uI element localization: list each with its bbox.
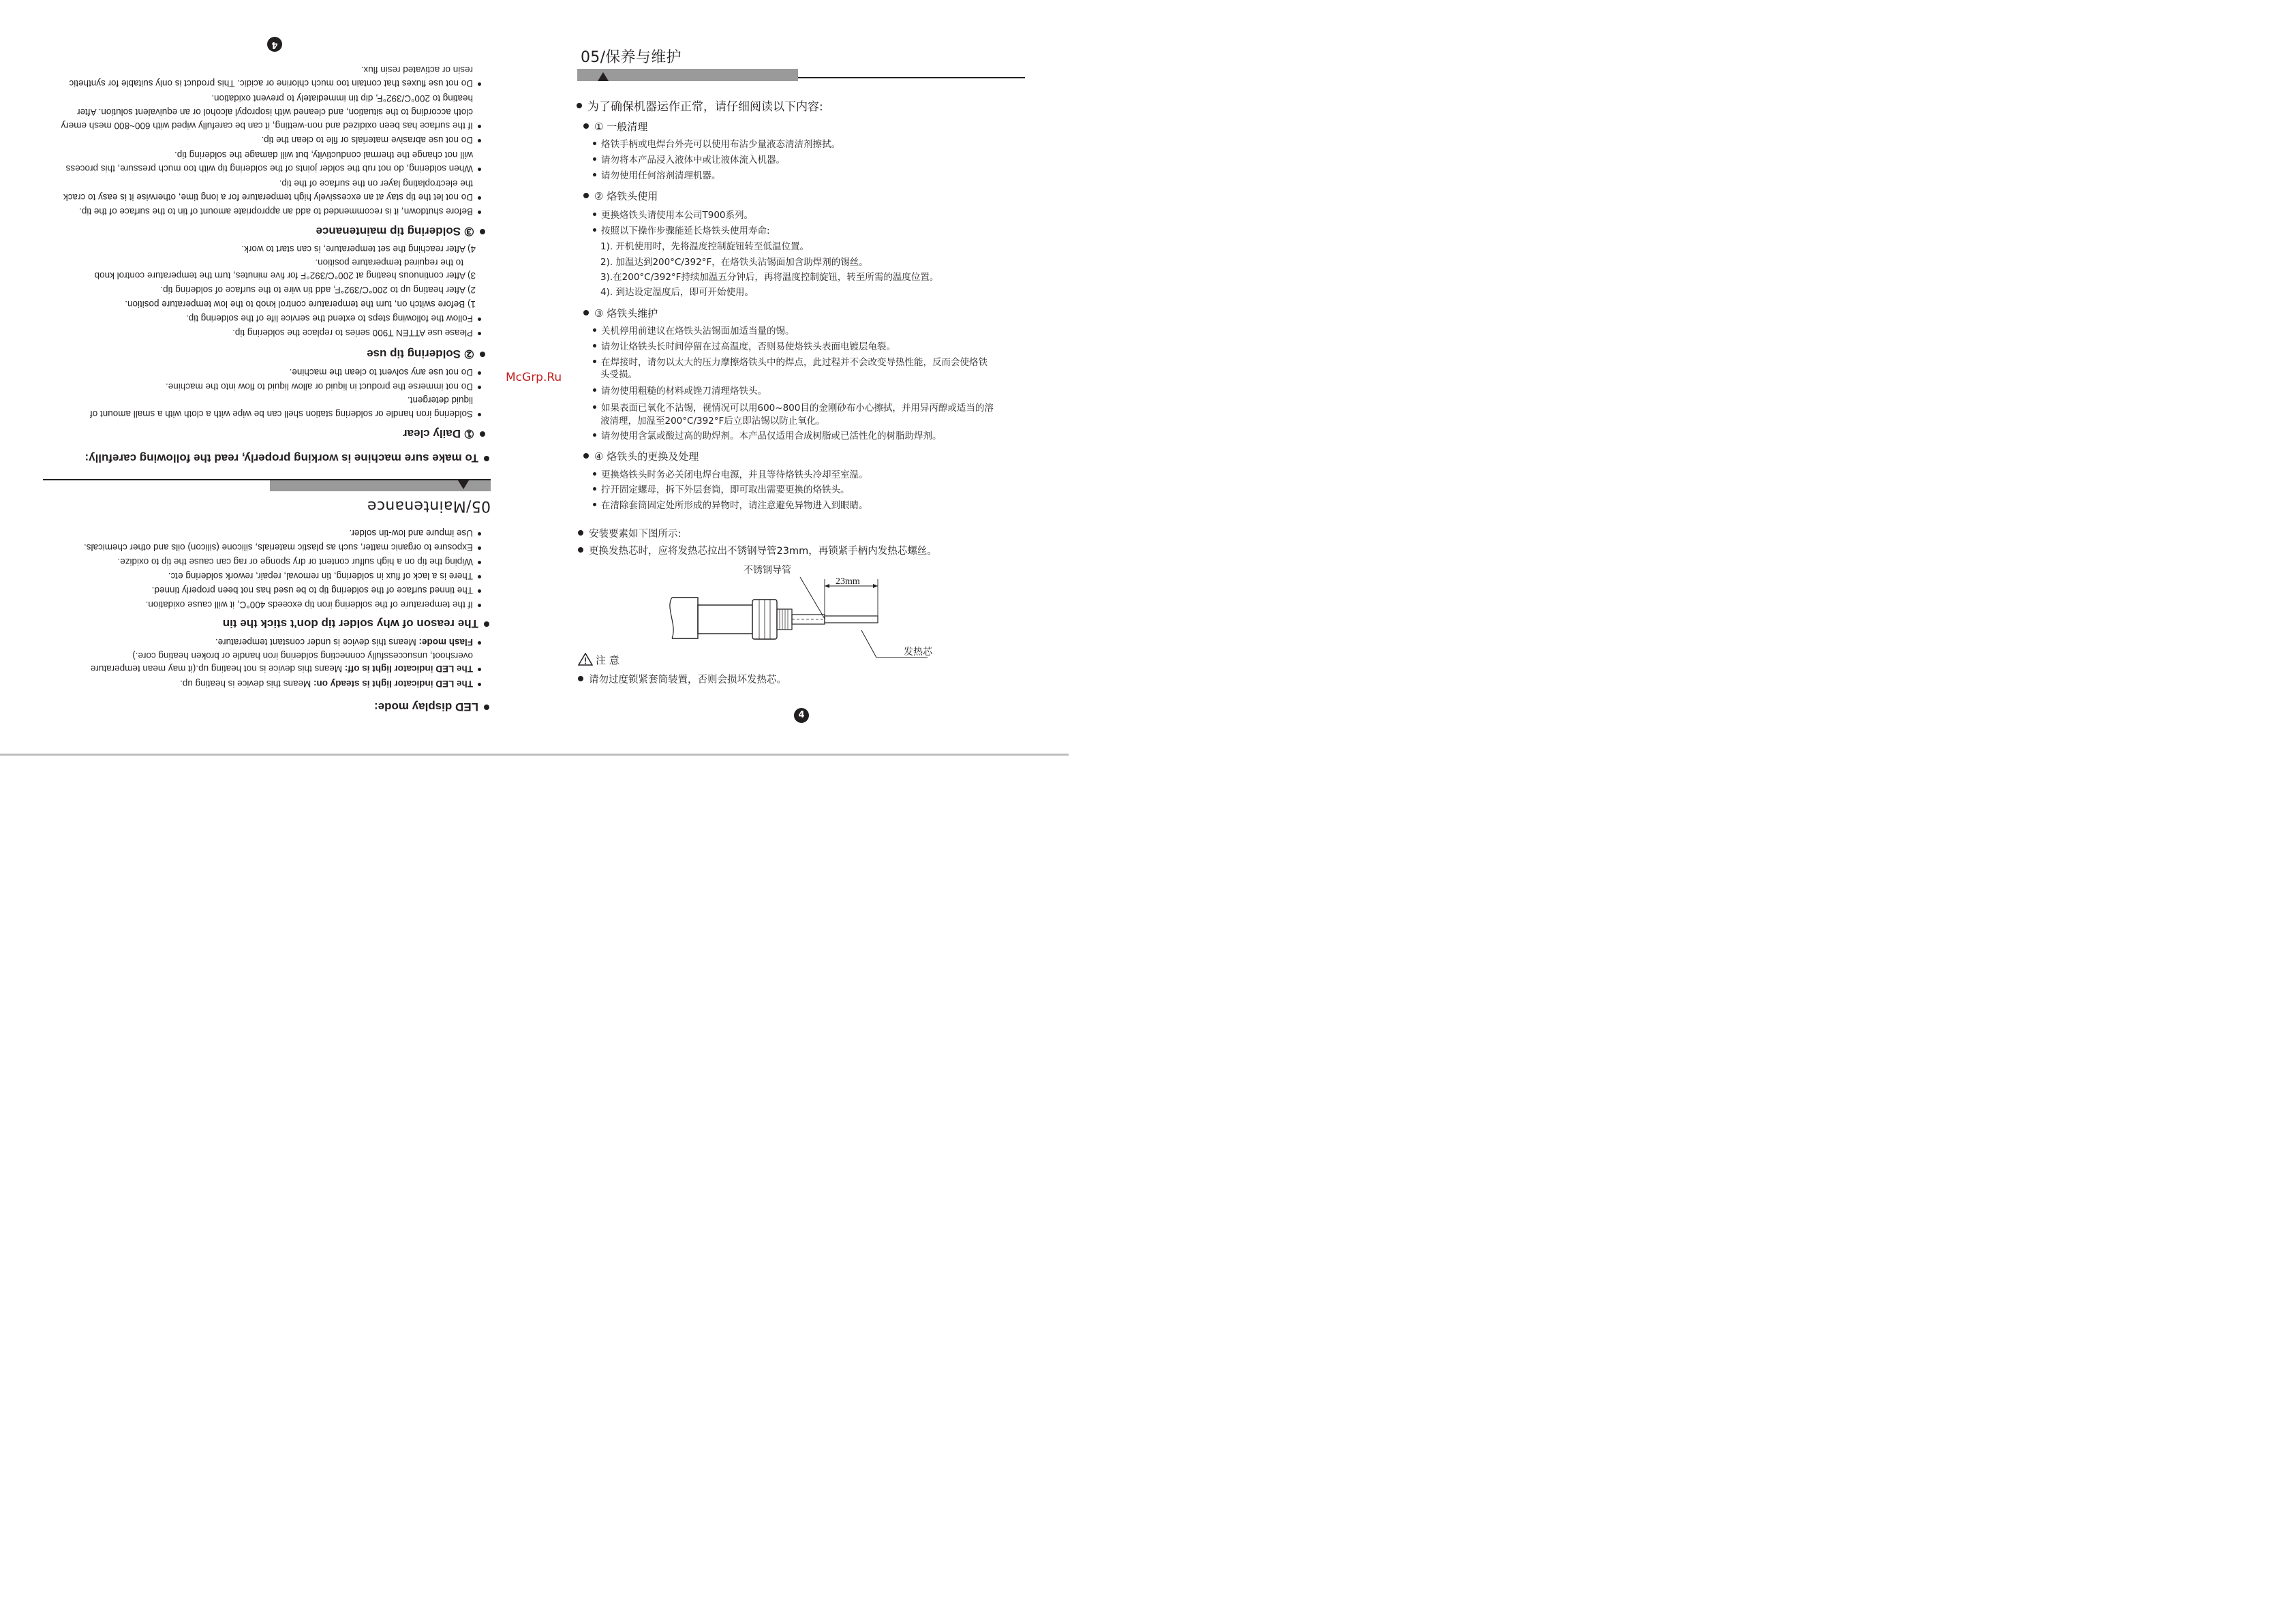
bullet-icon bbox=[577, 103, 582, 108]
bullet-icon bbox=[480, 229, 485, 234]
daily-clean-item-text: 烙铁手柄或电焊台外壳可以使用布沾少量液态清洁剂擦拭。 bbox=[601, 139, 840, 150]
page-number-badge bbox=[267, 37, 282, 52]
bullet-icon bbox=[478, 589, 481, 593]
daily-clear-heading-text: ① Daily clear bbox=[402, 427, 474, 440]
tip-maintenance-item-text: 请勿使用粗糙的材料或锉刀清理烙铁头。 bbox=[601, 386, 767, 397]
bullet-icon bbox=[593, 344, 596, 347]
reason-item bbox=[168, 569, 481, 583]
led-item-3-text: Means this device is under constant temperature. bbox=[215, 637, 419, 647]
bullet-icon bbox=[484, 705, 489, 710]
bullet-icon bbox=[484, 456, 489, 461]
left-page bbox=[0, 0, 534, 756]
intro-text: To make sure machine is working properly, read the following carefully: bbox=[85, 452, 478, 465]
tip-maintenance-item-cont: 头受损。 bbox=[600, 369, 637, 380]
tip-maintenance-heading-text: ③ Soldering tip maintenance bbox=[316, 225, 474, 238]
led-item-3-bold: Flash mode: bbox=[418, 637, 473, 647]
led-item-1-text: Means this device is heating up. bbox=[180, 679, 313, 689]
tip-maintenance-item-text: 在焊接时，请勿以太大的压力摩擦烙铁头中的焊点，此过程并不会改变导热性能，反而会使烙铁 bbox=[601, 357, 988, 368]
daily-clean-item-text: 请勿将本产品浸入液体中或让液体流入机器。 bbox=[601, 155, 785, 166]
led-item-2-cont: overshoot, unsuccessfully connecting soldering iron handle or broken heating core.) bbox=[132, 651, 473, 661]
led-item-3 bbox=[215, 635, 481, 649]
bullet-icon bbox=[583, 310, 589, 315]
daily-clear-item bbox=[90, 407, 481, 420]
bullet-icon bbox=[593, 388, 596, 392]
warning-icon bbox=[578, 653, 593, 666]
tip-maintenance-item bbox=[593, 324, 795, 339]
bullet-icon bbox=[593, 228, 596, 232]
led-item-2-bold: The LED indicator light is off: bbox=[344, 664, 473, 674]
tip-use-step: 4). 到达设定温度后，即可开始使用。 bbox=[600, 287, 754, 298]
bullet-icon bbox=[593, 472, 596, 476]
bullet-icon bbox=[478, 82, 481, 86]
tip-use-item bbox=[232, 326, 481, 339]
title-bar-gray bbox=[577, 69, 798, 81]
tip-maintenance-item bbox=[593, 429, 942, 444]
tip-replace-item bbox=[593, 498, 868, 513]
intro-line bbox=[85, 451, 489, 465]
bullet-icon bbox=[478, 683, 481, 686]
tip-maintenance-item-text: 请勿让烙铁头长时间停留在过高温度，否则易使烙铁头表面电镀层龟裂。 bbox=[601, 341, 896, 352]
bullet-icon bbox=[593, 142, 596, 145]
led-item-2 bbox=[91, 662, 481, 675]
daily-clean-item bbox=[593, 137, 840, 152]
tip-maintenance-item bbox=[61, 119, 481, 132]
bullet-icon bbox=[478, 125, 481, 128]
section-title: 05/Maintenance bbox=[367, 497, 491, 514]
reason-item bbox=[84, 540, 481, 554]
led-heading bbox=[374, 700, 489, 713]
reason-item-text: Wiping the tip on a high sulfur content or dry sponge or rag can cause the tip to oxidize. bbox=[117, 557, 473, 567]
tip-use-step: 2) After heating up to 200°C/392°F, add tin wire to the surface of soldering tip. bbox=[160, 285, 476, 295]
daily-clean-heading-text: ① 一般清理 bbox=[594, 121, 648, 133]
tip-use-step: 1). 开机使用时，先将温度控制旋钮转至低温位置。 bbox=[600, 241, 809, 252]
dimension-arrow-right-icon bbox=[873, 584, 878, 588]
left-page-content bbox=[0, 0, 534, 756]
tip-maintenance-item-text: Do not let the tip stay at an excessively high temperature for a long time, otherwise it is easy to crack bbox=[63, 192, 473, 202]
tip-use-step-cont: to the required temperature position. bbox=[315, 258, 463, 268]
bullet-icon bbox=[478, 332, 481, 335]
daily-clear-item-text: Soldering iron handle or soldering station shell can be wipe with a cloth with a small amount of bbox=[89, 409, 473, 419]
bullet-icon bbox=[478, 561, 481, 564]
bullet-icon bbox=[478, 371, 481, 375]
tip-use-item-text: Please use ATTEN T900 series to replace the soldering tip. bbox=[232, 328, 473, 338]
label-dimension: 23mm bbox=[836, 576, 860, 587]
bullet-icon bbox=[593, 173, 596, 176]
tip-maintenance-item bbox=[66, 161, 481, 175]
tip-use-item bbox=[593, 223, 770, 238]
core-leader-line bbox=[861, 630, 876, 658]
bullet-icon bbox=[478, 668, 481, 671]
tip-use-step: 1) Before switch on, turn the temperature control knob to the low temperature position. bbox=[125, 299, 476, 309]
daily-clean-heading bbox=[583, 119, 647, 134]
thread-section bbox=[777, 609, 792, 630]
bullet-icon bbox=[583, 123, 589, 129]
handle-break-icon bbox=[670, 598, 673, 638]
bullet-icon bbox=[593, 360, 596, 363]
tip-maintenance-heading-text: ③ 烙铁头维护 bbox=[594, 307, 658, 320]
page-number: 4 bbox=[798, 710, 805, 720]
tip-use-step: 4) After reaching the set temperature, is can start to work. bbox=[241, 244, 476, 254]
reason-heading bbox=[223, 617, 489, 630]
daily-clean-item-text: 请勿使用任何溶剂清理机器。 bbox=[601, 170, 721, 181]
install-line-1 bbox=[578, 526, 681, 540]
tip-maintenance-heading bbox=[316, 224, 486, 238]
tip-maintenance-item-text: 如果表面已氧化不沾锡，视情况可以用600~800目的金刚砂布小心擦拭，并用异丙醇或适当的溶 bbox=[601, 403, 994, 414]
bullet-icon bbox=[593, 213, 596, 216]
daily-clear-item-text: Do not immerse the product in liquid or allow liquid to flow into the machine. bbox=[166, 382, 473, 392]
bullet-icon bbox=[578, 530, 583, 536]
tip-use-heading-text: ② Soldering tip use bbox=[367, 347, 474, 360]
label-heating-core: 发热芯 bbox=[904, 647, 932, 658]
daily-clean-item bbox=[593, 168, 721, 183]
install-line-2 bbox=[578, 543, 937, 557]
reason-heading-text: The reason of why solder tip don't stick the tin bbox=[222, 617, 478, 630]
daily-clear-item bbox=[290, 365, 481, 379]
bullet-icon bbox=[593, 157, 596, 161]
bullet-icon bbox=[593, 328, 596, 332]
caution-text-line bbox=[578, 672, 786, 686]
tip-use-heading bbox=[367, 347, 485, 360]
reason-item bbox=[117, 555, 481, 568]
caution-text: 请勿过度锁紧套筒装置，否则会损坏发热芯。 bbox=[589, 675, 786, 685]
led-heading-text: LED display mode: bbox=[373, 700, 478, 713]
tip-maintenance-item-cont: heating to 200°C/392°F, dip tin immediately to prevent oxidation. bbox=[211, 93, 473, 104]
caution-heading bbox=[578, 653, 619, 667]
tip-maintenance-item-cont: resin or activated resin flux. bbox=[361, 65, 473, 75]
bullet-icon bbox=[593, 405, 596, 409]
bullet-icon bbox=[593, 433, 596, 437]
tip-maintenance-item bbox=[69, 76, 481, 90]
install-line-1-text: 安装要素如下图所示: bbox=[589, 529, 682, 540]
bullet-icon bbox=[478, 604, 481, 607]
tip-maintenance-item bbox=[79, 204, 481, 218]
tip-use-heading bbox=[583, 189, 658, 203]
bullet-icon bbox=[593, 503, 596, 506]
intro-text: 为了确保机器运作正常，请仔细阅读以下内容: bbox=[587, 100, 823, 114]
bullet-icon bbox=[478, 641, 481, 645]
tip-maintenance-item bbox=[593, 384, 767, 399]
daily-clean-item bbox=[593, 153, 785, 168]
right-page bbox=[534, 0, 1069, 756]
tip-replace-item bbox=[593, 467, 868, 482]
handle-sleeve bbox=[698, 605, 752, 634]
section-title: 05/保养与维护 bbox=[581, 49, 682, 66]
reason-item-text: Exposure to organic matter, such as plastic materials, silicone (silicon) oils and other chemicals. bbox=[84, 542, 473, 553]
tip-maintenance-item-text: Do not use fluxes that contain too much chlorine or acidic. This product is only suitable for synthetic bbox=[69, 78, 473, 89]
tip-maintenance-item-cont: 液清理，加温至200°C/392°F后立即沾锡以防止氧化。 bbox=[600, 416, 825, 427]
heating-core-diagram bbox=[657, 560, 950, 662]
tip-maintenance-item-text: If the surface has been oxidized and non-wetting, it can be carefully wiped with 600~800 mesh emery bbox=[61, 121, 473, 131]
bullet-icon bbox=[478, 413, 481, 416]
heating-core bbox=[825, 616, 878, 623]
bullet-icon bbox=[478, 546, 481, 550]
bullet-icon bbox=[480, 431, 485, 437]
reason-item bbox=[146, 598, 481, 611]
bullet-icon bbox=[478, 196, 481, 200]
bullet-icon bbox=[593, 487, 596, 491]
tip-replace-item bbox=[593, 482, 850, 497]
tip-maintenance-item-cont: will not change the thermal conductivity, but will damage the soldering tip. bbox=[174, 150, 473, 160]
bullet-icon bbox=[578, 547, 583, 553]
reason-item-text: Use impure and low-tin solder. bbox=[349, 528, 473, 538]
title-bar-line bbox=[43, 479, 491, 480]
tip-replace-item-text: 更换烙铁头时务必关闭电焊台电源，并且等待烙铁头冷却至室温。 bbox=[601, 469, 868, 480]
bullet-icon bbox=[583, 193, 589, 198]
tip-maintenance-item bbox=[261, 133, 481, 146]
page-bottom-border bbox=[0, 754, 1069, 756]
bullet-icon bbox=[478, 386, 481, 389]
bullet-icon bbox=[478, 139, 481, 142]
page-number: 4 bbox=[271, 40, 278, 50]
watermark: McGrp.Ru bbox=[506, 371, 562, 384]
tip-maintenance-item-cont: cloth according to the situation, and cleaned with isopropyl alcohol or an equivalent solution. After bbox=[77, 107, 473, 117]
tip-use-heading-text: ② 烙铁头使用 bbox=[594, 190, 658, 202]
bullet-icon bbox=[480, 352, 485, 357]
page-number-badge bbox=[794, 708, 809, 723]
triangle-marker-icon bbox=[598, 72, 609, 81]
intro-line bbox=[577, 97, 823, 114]
tip-replace-heading bbox=[583, 449, 699, 463]
reason-item-text: If the temperature of the soldering iron tip exceeds 400°C, it will cause oxidation. bbox=[145, 600, 473, 610]
handle-body bbox=[672, 598, 698, 638]
tip-replace-item-text: 在清除套筒固定处所形成的异物时，请注意避免异物进入到眼睛。 bbox=[601, 500, 868, 511]
tip-replace-item-text: 拧开固定螺母，拆下外层套筒，即可取出需要更换的烙铁头。 bbox=[601, 484, 850, 495]
bullet-icon bbox=[478, 318, 481, 321]
tip-use-item bbox=[186, 311, 481, 325]
tip-maintenance-item-text: 请勿使用含氯或酸过高的助焊剂。本产品仅适用合成树脂或已活性化的树脂助焊剂。 bbox=[601, 431, 942, 442]
tip-use-step: 3) After continuous heating at 200°C/392°F for five minutes, turn the temperature control knob bbox=[94, 270, 476, 281]
tip-maintenance-item bbox=[593, 355, 988, 370]
tip-maintenance-heading bbox=[583, 306, 658, 320]
daily-clear-heading bbox=[403, 427, 485, 440]
daily-clear-item bbox=[166, 380, 481, 393]
tip-use-step: 3).在200°C/392°F持续加温五分钟后，再将温度控制旋钮，转至所需的温度位置。 bbox=[600, 272, 939, 283]
tip-use-item-text: 更换烙铁头请使用本公司T900系列。 bbox=[601, 210, 754, 221]
tip-maintenance-item-text: Before shutdown, it is recommended to add an appropriate amount of tin to the surface of the tip. bbox=[79, 206, 473, 217]
reason-item bbox=[152, 583, 481, 597]
led-item-1-bold: The LED indicator light is steady on: bbox=[313, 679, 473, 689]
reason-item bbox=[349, 526, 481, 540]
install-line-2-text: 更换发热芯时，应将发热芯拉出不锈钢导管23mm，再锁紧手柄内发热芯螺丝。 bbox=[589, 546, 937, 557]
daily-clear-item-text: Do not use any solvent to clean the machine. bbox=[289, 367, 473, 377]
tip-use-item bbox=[593, 208, 753, 223]
tip-maintenance-item-text: Do not use abrasive materials or file to clean the tip. bbox=[261, 135, 473, 145]
daily-clear-item-cont: liquid detergent. bbox=[407, 395, 473, 405]
tip-maintenance-item-text: When soldering, do not rub the solder joints of the soldering tip with too much pressure, this process bbox=[65, 164, 473, 174]
bullet-icon bbox=[578, 676, 583, 681]
tip-maintenance-item-cont: the electroplating layer on the surface of the tip. bbox=[279, 179, 473, 189]
led-item-2-text: Means this device is not heating up.(it may mean temperature bbox=[90, 664, 345, 674]
tip-use-step: 2). 加温达到200°C/392°F，在烙铁头沾锡面加含助焊剂的锡丝。 bbox=[600, 257, 868, 268]
bullet-icon bbox=[478, 168, 481, 171]
tip-use-item-text: Follow the following steps to extend the service life of the soldering tip. bbox=[186, 313, 473, 324]
tip-maintenance-item bbox=[593, 339, 896, 354]
tube-leader-line bbox=[800, 577, 825, 619]
bullet-icon bbox=[478, 532, 481, 536]
tip-use-item-text: 按照以下操作步骤能延长烙铁头使用寿命: bbox=[601, 226, 770, 236]
caution-title: 注 意 bbox=[596, 654, 619, 666]
tip-maintenance-item bbox=[63, 190, 481, 204]
tip-maintenance-item-text: 关机停用前建议在烙铁头沾锡面加适当量的锡。 bbox=[601, 326, 795, 337]
tip-replace-heading-text: ④ 烙铁头的更换及处理 bbox=[594, 450, 699, 463]
reason-item-text: The tinned surface of the soldering tip to be used has not been properly tinned. bbox=[151, 585, 473, 596]
bullet-icon bbox=[478, 575, 481, 578]
label-stainless-tube: 不锈钢导管 bbox=[744, 565, 791, 576]
bullet-icon bbox=[484, 621, 489, 627]
dimension-arrow-left-icon bbox=[825, 584, 829, 588]
triangle-marker-icon bbox=[458, 480, 469, 489]
bullet-icon bbox=[583, 453, 589, 459]
bullet-icon bbox=[478, 211, 481, 214]
led-item-1 bbox=[180, 677, 481, 690]
reason-item-text: There is a lack of flux in soldering, tin removal, repair, rework soldering etc. bbox=[168, 571, 473, 581]
